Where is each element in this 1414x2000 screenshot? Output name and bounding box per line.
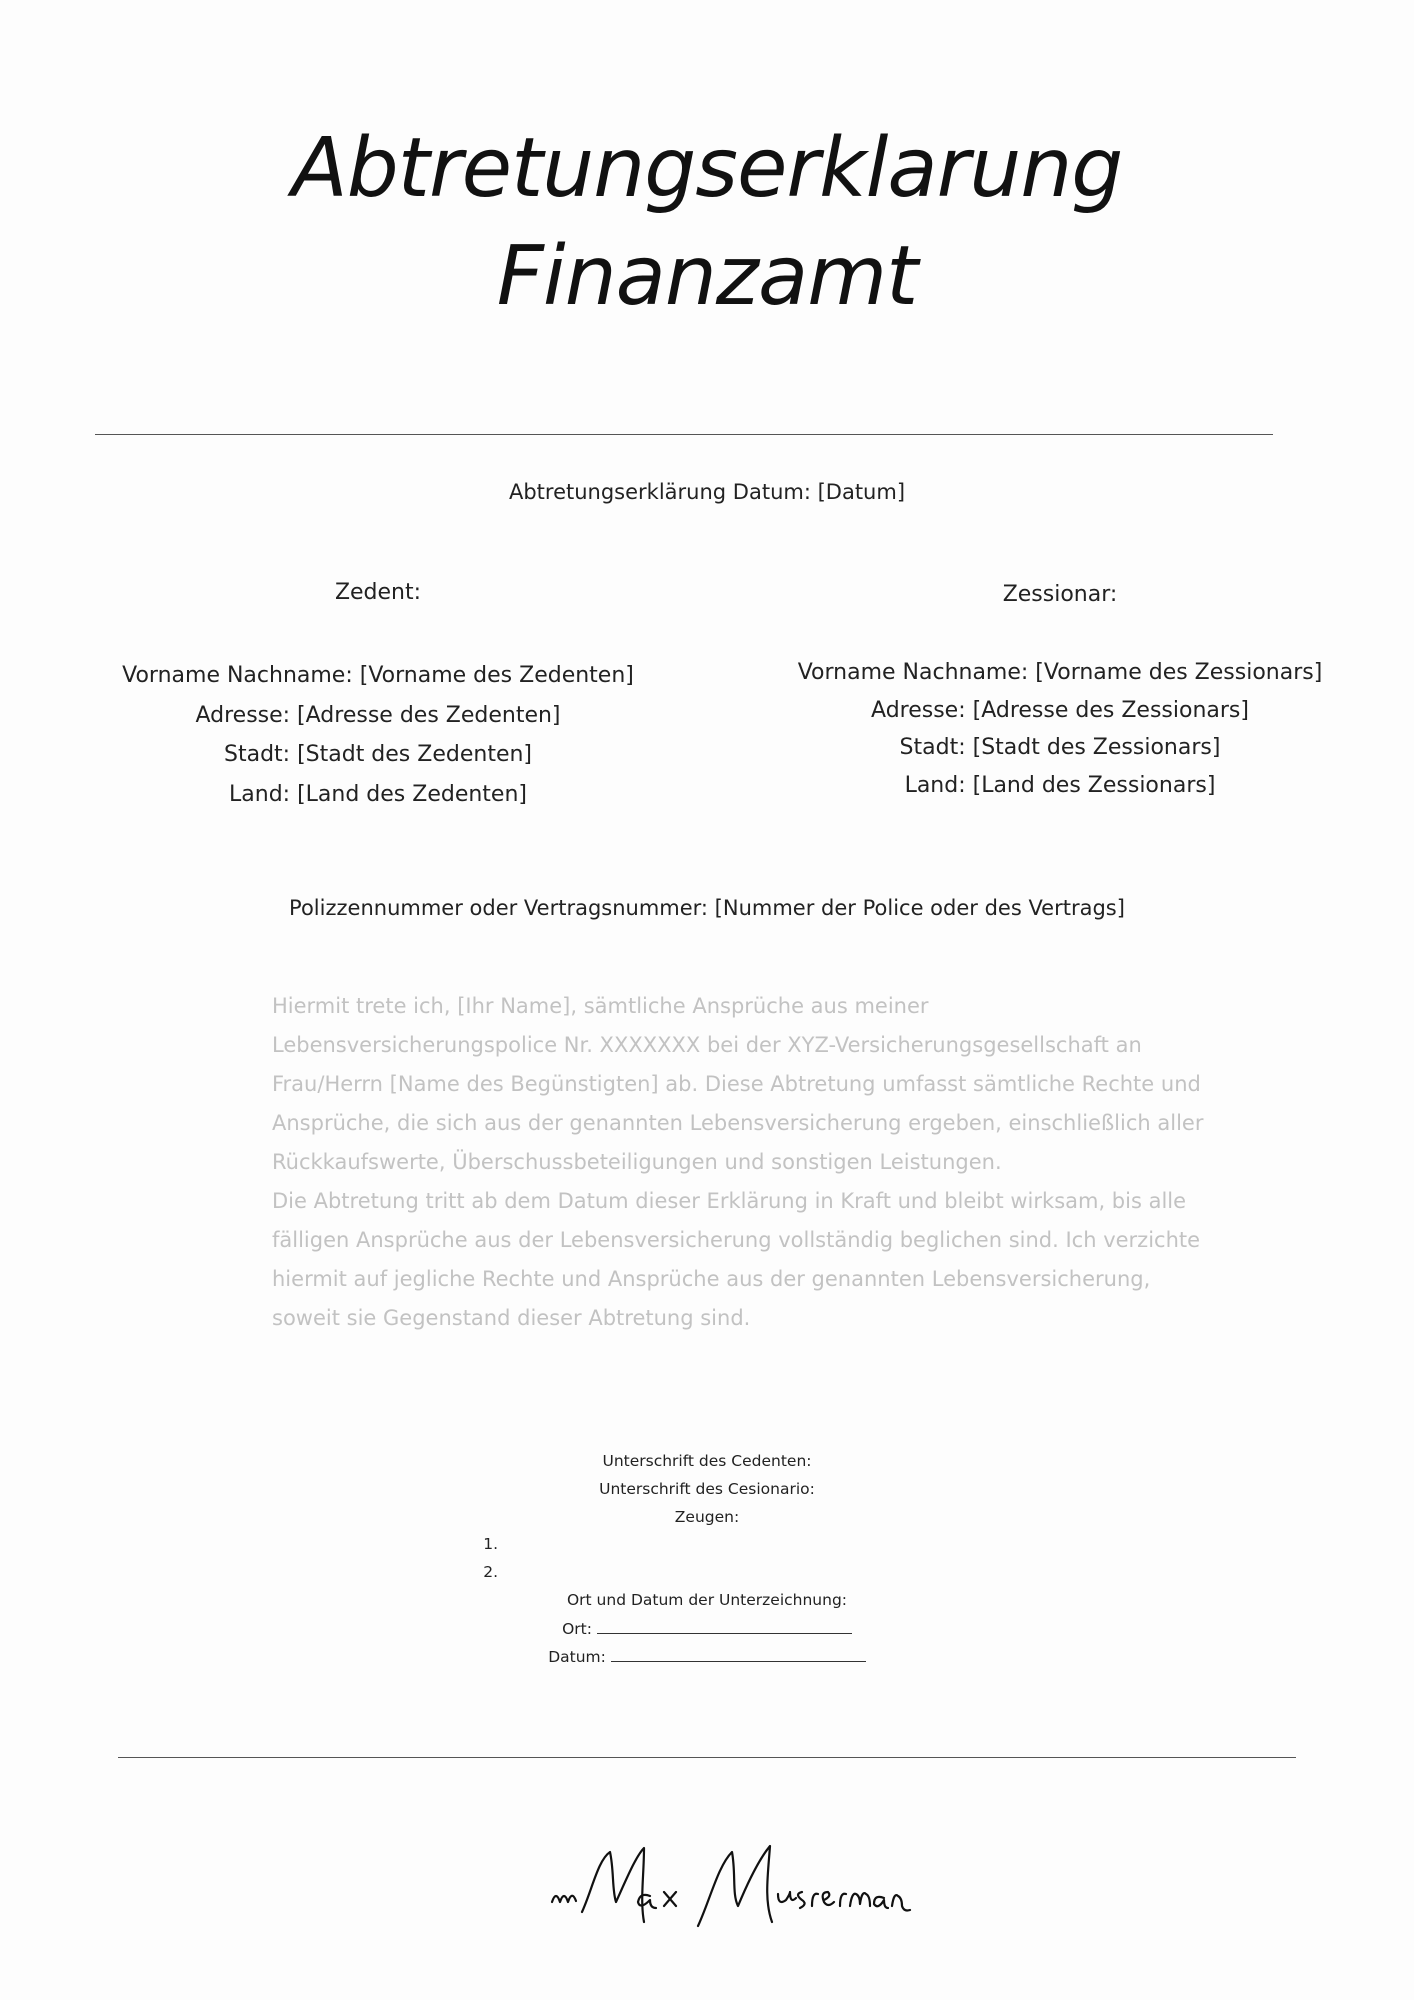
- zedent-country: Land: [Land des Zedenten]: [229, 781, 527, 807]
- zessionar-country: Land: [Land des Zessionars]: [904, 772, 1216, 798]
- zessionar-address: Adresse: [Adresse des Zessionars]: [871, 697, 1249, 723]
- witnesses-label: Zeugen:: [674, 1508, 740, 1526]
- date-field[interactable]: [0, 1647, 1414, 1666]
- title-line-1: Abtretungserklarung: [291, 121, 1123, 216]
- place-blank-line[interactable]: [597, 1619, 852, 1634]
- witness-1-number: 1.: [483, 1535, 498, 1553]
- declaration-paragraph-1: Hiermit trete ich, [Ihr Name], sämtliche Ansprüche aus meiner Lebensversicherungspolice Nr. XXXXXXX bei der XYZ-Versicherungsgesellschaft an Frau/Herrn [Name des Begünstigten] ab. Diese Abtretung umfasst sämtliche Rechte und Ansprüche, die sich aus der genannten Lebensversicherung ergeben, einschließlich aller Rückkaufswerte, Überschussbeteiligungen und sonstigen Leistungen.: [272, 994, 1204, 1174]
- witness-2-number: 2.: [483, 1563, 498, 1581]
- zedent-address: Adresse: [Adresse des Zedenten]: [195, 702, 561, 728]
- zedent-name: Vorname Nachname: [Vorname des Zedenten]: [122, 663, 634, 688]
- document-title: [0, 115, 1414, 331]
- date-label: Datum:: [548, 1648, 606, 1666]
- title-line-2: Finanzamt: [496, 229, 918, 324]
- zedent-city: Stadt: [Stadt des Zedenten]: [224, 742, 532, 767]
- signature-scribble-icon: [540, 1830, 920, 1940]
- top-divider: [95, 434, 1273, 435]
- bottom-divider: [118, 1757, 1296, 1758]
- declaration-paragraph-2: Die Abtretung tritt ab dem Datum dieser Erklärung in Kraft und bleibt wirksam, bis alle fälligen Ansprüche aus der Lebensversicherung vollständig beglichen sind. Ich verzichte hiermit auf jegliche Rechte und Ansprüche aus der genannten Lebensversicherung, soweit sie Gegenstand dieser Abtretung sind.: [272, 1189, 1201, 1330]
- zessionar-name: Vorname Nachname: [Vorname des Zessionars]: [797, 660, 1323, 685]
- place-date-heading: Ort und Datum der Unterzeichnung:: [566, 1591, 848, 1609]
- cedent-signature-label: Unterschrift des Cedenten:: [602, 1452, 812, 1470]
- zessionar-heading: Zessionar:: [1002, 582, 1118, 607]
- cessionary-signature-label: Unterschrift des Cesionario:: [599, 1480, 815, 1498]
- date-blank-line[interactable]: [611, 1647, 866, 1662]
- policy-number-line: Polizzennummer oder Vertragsnummer: [Nummer der Police oder des Vertrags]: [289, 896, 1125, 920]
- place-field[interactable]: [0, 1619, 1414, 1638]
- date-line: Abtretungserklärung Datum: [Datum]: [508, 480, 906, 504]
- place-label: Ort:: [562, 1620, 592, 1638]
- zedent-heading: Zedent:: [334, 580, 422, 605]
- declaration-body: [272, 987, 1212, 1338]
- handwritten-signature: [540, 1830, 920, 1940]
- zessionar-city: Stadt: [Stadt des Zessionars]: [899, 735, 1221, 760]
